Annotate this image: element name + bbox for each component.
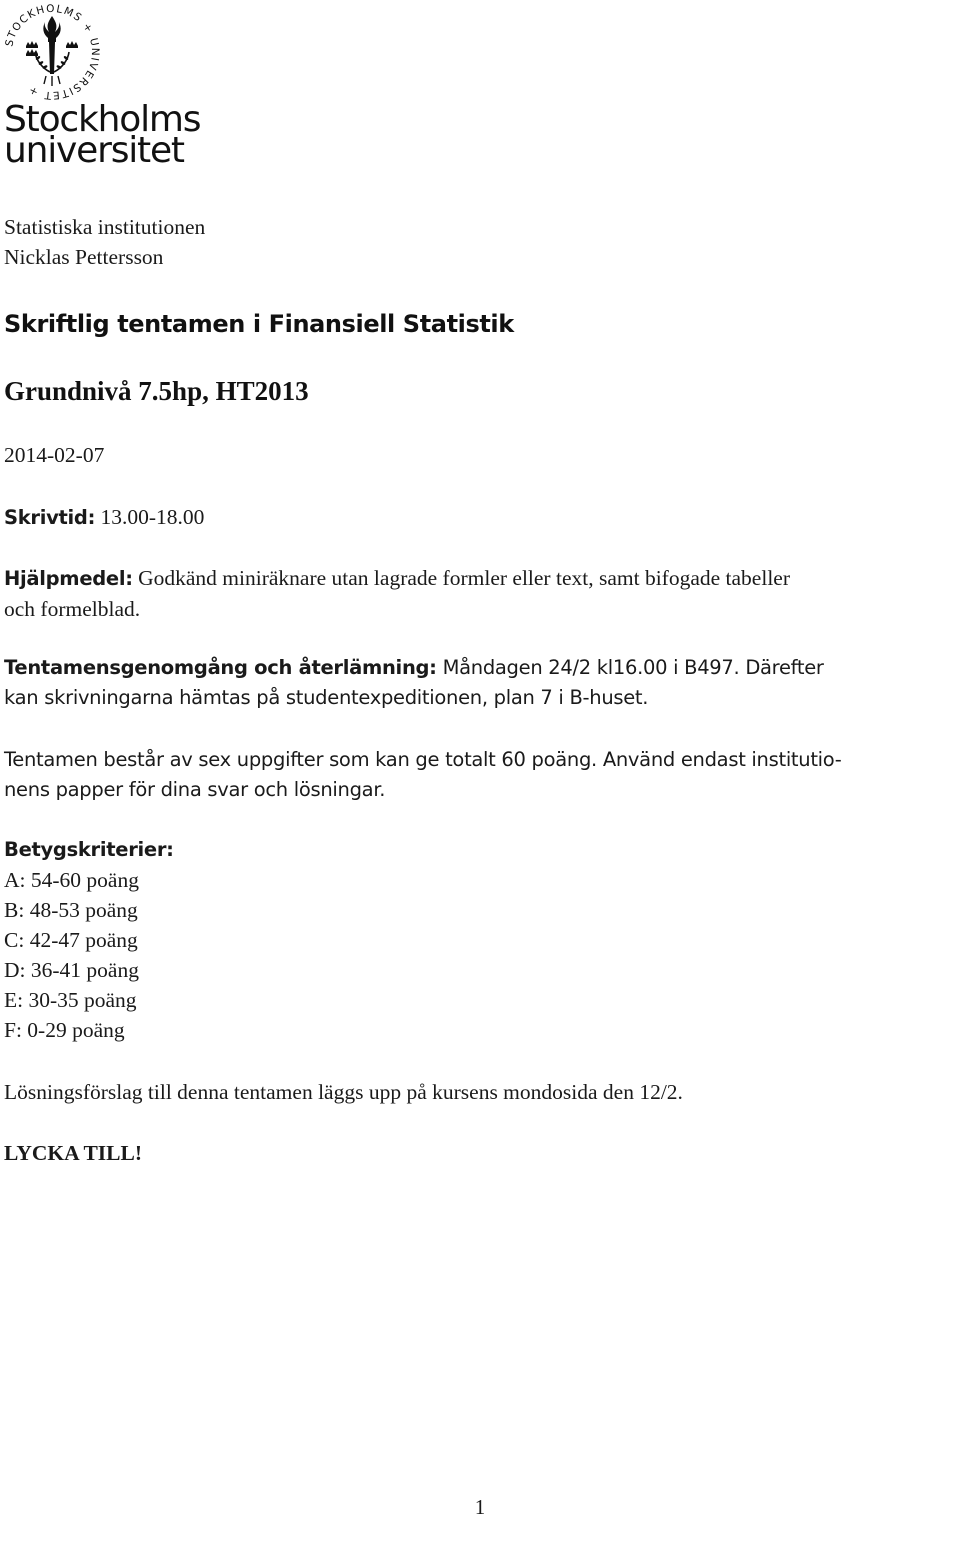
grading-criteria [4,835,956,1045]
grade-item: B: 48-53 poäng [4,898,138,922]
logo-wordmark-line1: Stockholms [4,99,201,140]
aids-line1: Godkänd miniräknare utan lagrade formler eller text, samt bifogade tabeller [138,566,790,590]
time-label: Skrivtid: [4,506,96,529]
university-logo [0,0,210,175]
solutions-note: Lösningsförslag till denna tentamen läggs upp på kursens mondosida den 12/2. [4,1080,683,1104]
exam-composition [4,745,956,805]
grade-item: E: 30-35 poäng [4,988,137,1012]
grade-item: F: 0-29 poäng [4,1018,125,1042]
exam-aids [4,563,956,624]
grade-item: D: 36-41 poäng [4,958,139,982]
logo-wordmark [4,99,201,171]
review-line1: Måndagen 24/2 kl16.00 i B497. Därefter [442,656,824,679]
exam-date: 2014-02-07 [4,443,105,467]
closing-message: LYCKA TILL! [4,1141,143,1165]
grade-item: C: 42-47 poäng [4,928,138,952]
author-name: Nicklas Pettersson [4,245,164,269]
grading-label: Betygskriterier: [4,838,174,861]
aids-line2: och formelblad. [4,597,141,621]
exam-level: Grundnivå 7.5hp, HT2013 [4,376,309,406]
logo-wordmark-line2: universitet [4,130,184,171]
review-label: Tentamensgenomgång och återlämning: [4,656,437,679]
composition-line1: Tentamen består av sex uppgifter som kan ge totalt 60 poäng. Använd endast institutio- [4,748,842,771]
grade-item: A: 54-60 poäng [4,868,139,892]
time-value: 13.00-18.00 [100,505,205,529]
composition-line2: nens papper för dina svar och lösningar. [4,778,386,801]
department-name: Statistiska institutionen [4,215,206,239]
aids-label: Hjälpmedel: [4,567,133,590]
page-number: 1 [474,1495,486,1519]
exam-review [4,653,956,713]
exam-time [4,502,956,533]
exam-title: Skriftlig tentamen i Finansiell Statistik [4,310,514,338]
svg-text:STOCKHOLMS + UNIVERSITET +: STOCKHOLMS + UNIVERSITET + [3,2,102,102]
review-line2: kan skrivningarna hämtas på studentexpeditionen, plan 7 i B-huset. [4,686,649,709]
header-info [4,212,956,272]
university-seal-icon [2,2,102,102]
